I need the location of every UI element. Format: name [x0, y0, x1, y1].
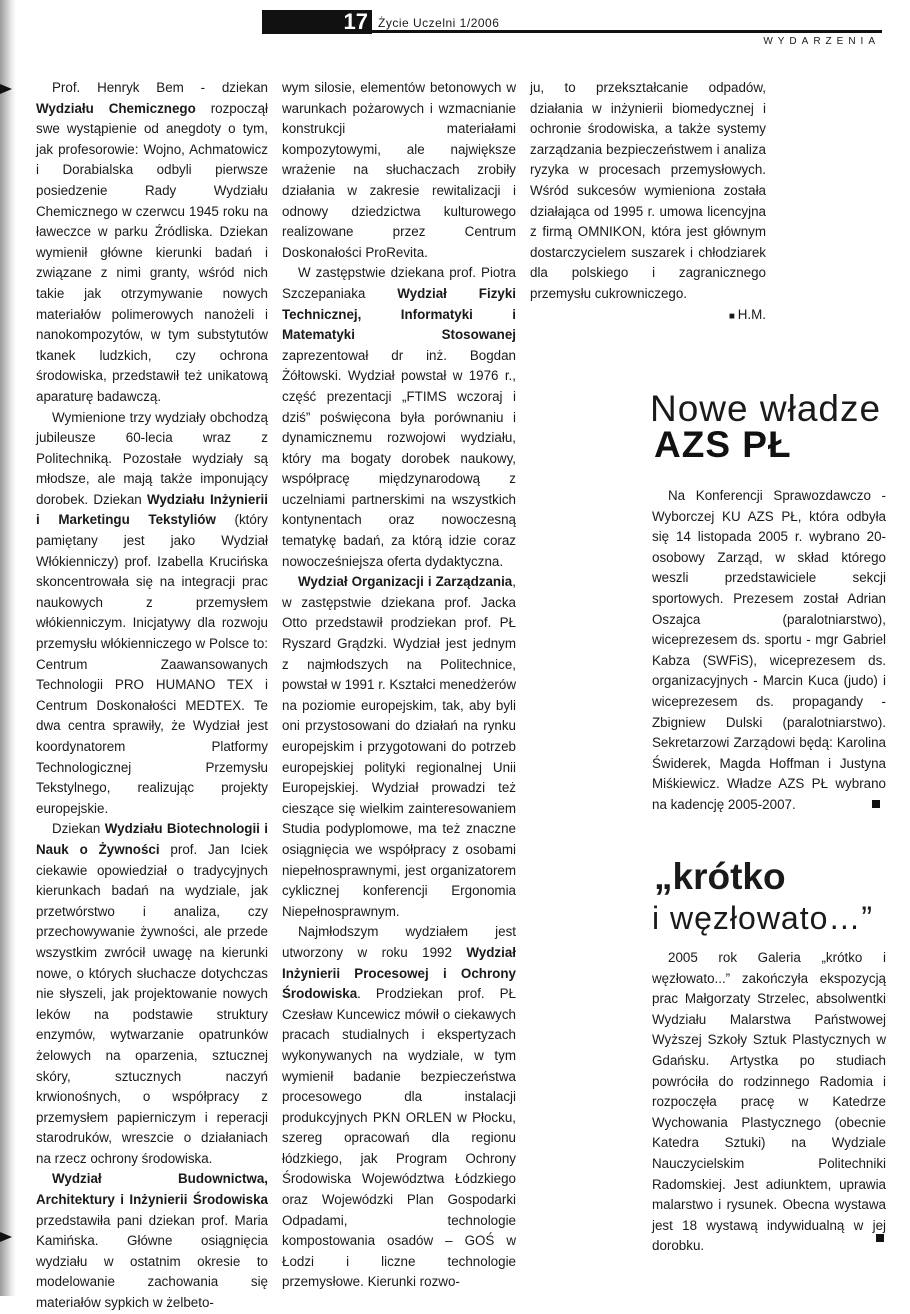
paragraph: Na Konferencji Sprawozdawczo - Wyborczej KU AZS PŁ, która odbyła się 14 listopada 2005 r. wybrano 20-osobowy Zarząd, w skład którego weszli przedstawiciele sekcji sportowych. Prezesem został Adrian Oszajca (paralotniarstwo), wiceprezesem ds. sportu - mgr Gabriel Kabza (SWFiS), wiceprezesem ds. organizacyjnych - Marcin Kuca (judo) i wiceprezesem ds. propagandy - Zbigniew Dulski (paralotniarstwo). Sekretarzowi Zarządowi będą: Karolina Świderek, Magda Hoffman i Justyna Miśkiewicz. Władze AZS PŁ wybrano na kadencję 2005-2007. — [652, 488, 886, 812]
section-label: WYDARZENIA — [763, 36, 880, 47]
krotko-headline-line-2: i węzłowato…” — [652, 900, 874, 936]
magazine-title: Życie Uczelni 1/2006 — [378, 16, 500, 30]
show-through-texture — [534, 620, 644, 1000]
paragraph: Prof. Henryk Bem - dziekan Wydziału Chemicznego rozpoczął swe wystąpienie od anegdoty o tym, jak profesorowie: Wojno, Achmatowicz i Dorabialska odbyli pierwsze posiedzenie Rady Wydziału Chemicznego w czerwcu 1945 roku na ławeczce w parku Źródliska. Dziekan wymienił główne kierunki badań i związane z nimi granty, wśród nich takie jak otrzymywanie nowych materiałów polimerowych nanożeli i nanokompozytów, w tym substytutów tkanek ludzkich, czy ochrona środowiska, przedstawił też unikatową aparaturę badawczą. — [36, 80, 268, 404]
paragraph: Najmłodszym wydziałem jest utworzony w roku 1992 Wydział Inżynierii Procesowej i Ochrony Środowiska. Prodziekan prof. PŁ Czesław Kuncewicz mówił o ciekawych pracach studialnych i ekspertyzach wykonywanych na wydziale, w tym wymienił badanie bezpieczeństwa procesowego dla instalacji produkcyjnych PKN ORLEN w Płocku, szereg opracowań dla regionu łódzkiego, jak Program Ochrony Środowiska Województwa Łódzkiego oraz Wojewódzki Plan Gospodarki Odpadami, technologie kompostowania osadów – GOŚ w Łodzi i liczne technologie przemysłowe. Kierunki rozwo- — [282, 924, 516, 1290]
paragraph: Wydział Organizacji i Zarządzania, w zastępstwie dziekana prof. Jacka Otto przedstawił prodziekan prof. PŁ Ryszard Grądzki. Wydział jest jednym z najmłodszych na Politechnice, powstał w 1991 r. Kształci menedżerów na poziomie europejskim, tak, aby byli oni przystosowani do działań na rynku europejskim i przygotowani do potrzeb europejskiej polityki regionalnej Unii Europejskiej. Wydział prowadzi też cieszące się wielkim zainteresowaniem Studia podyplomowe, ma też znaczne osiągnięcia we współpracy z osobami niepełnosprawnymi, jest organizatorem cyklicznej konferencji Ergonomia Niepełnosprawnym. — [282, 574, 516, 919]
azs-headline-line-2: AZS PŁ — [654, 424, 792, 465]
paragraph: Wydział Budownictwa, Architektury i Inżynierii Środowiska przedstawiła pani dziekan prof. Maria Kamińska. Główne osiągnięcia wydziału w ostatnim okresie to modelowanie zachowania się materiałów sypkich w żelbeto- — [36, 1171, 268, 1311]
header-rule — [372, 30, 882, 33]
article-column-1 — [36, 78, 268, 1314]
bleed-marker-bottom — [0, 1232, 12, 1242]
bleed-marker-top — [0, 84, 12, 94]
article-column-3 — [530, 78, 766, 327]
azs-article-body — [652, 486, 886, 816]
paragraph: Wymienione trzy wydziały obchodzą jubileusze 60-lecia wraz z Politechniką. Pozostałe wydziały są młodsze, ale mają także imponujący dorobek. Dziekan Wydziału Inżynierii i Marketingu Tekstyliów (który pamiętany jest jako Wydział Włókienniczy) prof. Izabella Krucińska skoncentrowała się na integracji prac naukowych z przemysłem włókienniczym. Inicjatywy dla rozwoju przemysłu włókienniczego w Polsce to: Centrum Zaawansowanych Technologii PRO HUMANO TEX i Centrum Doskonałości MEDTEX. Te dwa centra sprawiły, że Wydział jest koordynatorem Platformy Technologicznej Przemysłu Tekstylnego, realizując projekty europejskie. — [36, 409, 268, 816]
paragraph: ju, to przekształcanie odpadów, działania w inżynierii biomedycznej i ochronie środowiska, a także systemy zarządzania bezpieczeństwem i analiza ryzyka w procesach przemysłowych. Wśród sukcesów wymieniona została działająca od 1995 r. umowa licencyjna z firmą OMNIKON, która jest głównym dostarczycielem suszarek i chłodziarek dla polskiego i zagranicznego przemysłu cukrowniczego. — [530, 80, 766, 301]
article-end-mark — [876, 1234, 884, 1242]
page-number: 17 — [262, 10, 372, 34]
article-column-2 — [282, 78, 516, 1293]
krotko-headline-line-1: „krótko — [654, 856, 786, 897]
author-initials: ■ H.M. — [530, 305, 766, 328]
page-gutter-shadow — [0, 0, 16, 1296]
azs-headline-line-1: Nowe władze — [650, 388, 882, 429]
paragraph: Dziekan Wydziału Biotechnologii i Nauk o Żywności prof. Jan Iciek ciekawie opowiedział o tradycyjnych kierunkach badań na wydziale, jak przetwórstwo i analiza, czy przechowywanie żywności, ale przede wszystkim zwrócił uwagę na kierunki nowe, o których słuchacze dotychczas nie słyszeli, jak projektowanie nowych leków na podstawie struktury enzymów, wytwarzanie opatrunków żelowych na oparzenia, sztucznej skóry, sztucznych naczyń krwionośnych, o współpracy z przemysłem papierniczym i reperacji starodruków, wreszcie o działaniach na rzecz ochrony środowiska. — [36, 821, 268, 1166]
paragraph: 2005 rok Galeria „krótko i węzłowato...” zakończyła ekspozycją prac Małgorzaty Strzelec, absolwentki Wydziału Malarstwa Państwowej Wyższej Szkoły Sztuk Plastycznych w Gdańsku. Artystka po studiach powróciła do rodzinnego Radomia i rozpoczęła pracę w Katedrze Wychowania Plastycznego (obecnie Katedra Sztuki) na Wydziale Nauczycielskim Politechniki Radomskiej. Jest adiunktem, uprawia malarstwo i rysunek. Obecna wystawa jest 18 wystawą indywidualną w jej dorobku. — [652, 950, 886, 1254]
paragraph: W zastępstwie dziekana prof. Piotra Szczepaniaka Wydział Fizyki Technicznej, Informatyki i Matematyki Stosowanej zaprezentował dr inż. Bogdan Żółtowski. Wydział powstał w 1976 r., część prezentacji „FTIMS wczoraj i dziś” poświęcona była porównaniu i dynamicznemu rozwojowi wydziału, który ma bogaty dorobek naukowy, współpracę międzynarodową z uczelniami partnerskimi na wszystkich kontynentach oraz nowoczesną tematykę badań, za którą idzie coraz nowocześniejsza oferta dydaktyczna. — [282, 265, 516, 569]
paragraph: wym silosie, elementów betonowych w warunkach pożarowych i wzmacnianie konstrukcji materiałami kompozytowymi, ale największe wrażenie na słuchaczach zrobiły działania w zakresie rewitalizacji i odnowy dziedzictwa kulturowego realizowane przez Centrum Doskonałości ProRevita. — [282, 80, 516, 260]
article-end-mark — [872, 800, 880, 808]
krotko-article-body — [652, 948, 886, 1257]
